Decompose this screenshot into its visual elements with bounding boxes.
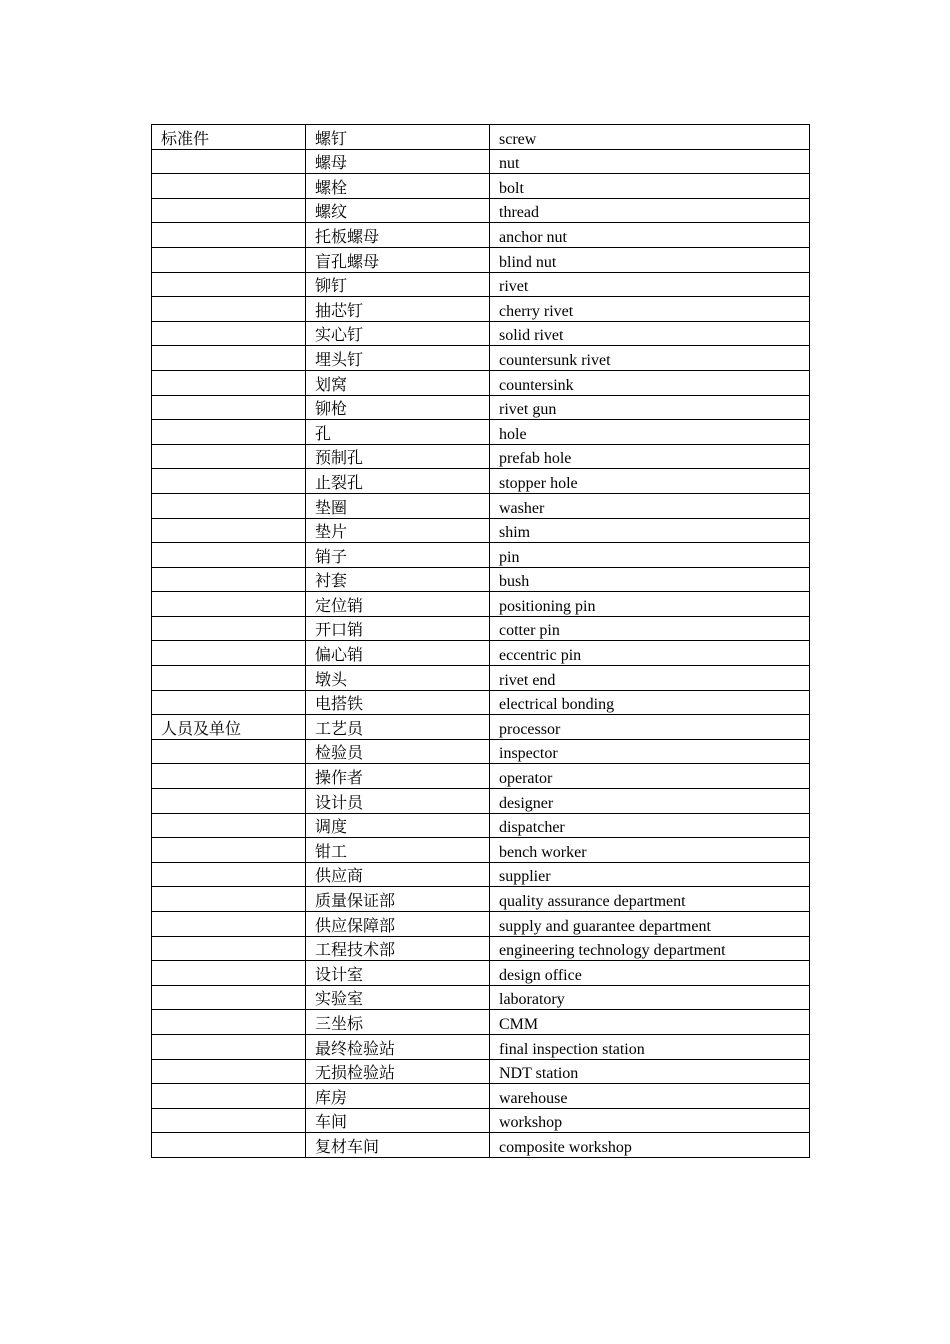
chinese-term-text: 抽芯钉 [315, 302, 364, 320]
category-cell [152, 715, 306, 740]
table-row [152, 321, 810, 346]
category-cell [152, 1034, 306, 1059]
chinese-term-text: 无损检验站 [315, 1065, 396, 1083]
table-row [152, 272, 810, 297]
english-term-text: design office [499, 966, 582, 984]
table-row [152, 1010, 810, 1035]
chinese-term-cell [306, 174, 490, 199]
chinese-term-text: 操作者 [315, 770, 364, 788]
english-term-text: nut [499, 155, 520, 173]
english-term-cell [490, 1034, 810, 1059]
category-cell [152, 813, 306, 838]
english-term-text: dispatcher [499, 819, 565, 837]
chinese-term-cell [306, 764, 490, 789]
chinese-term-cell [306, 198, 490, 223]
chinese-term-cell [306, 592, 490, 617]
english-term-cell [490, 395, 810, 420]
chinese-term-text: 螺栓 [315, 179, 348, 197]
category-cell [152, 862, 306, 887]
chinese-term-text: 止裂孔 [315, 474, 364, 492]
english-term-text: bolt [499, 179, 524, 197]
english-term-cell [490, 715, 810, 740]
english-term-text: blind nut [499, 253, 557, 271]
category-cell [152, 985, 306, 1010]
glossary-table-body [152, 125, 810, 1158]
table-row [152, 961, 810, 986]
chinese-term-text: 销子 [315, 548, 348, 566]
english-term-text: cherry rivet [499, 302, 574, 320]
chinese-term-text: 工程技术部 [315, 942, 396, 960]
chinese-term-text: 三坐标 [315, 1015, 364, 1033]
chinese-term-cell [306, 321, 490, 346]
category-cell [152, 543, 306, 568]
english-term-cell [490, 346, 810, 371]
chinese-term-text: 检验员 [315, 745, 364, 763]
chinese-term-cell [306, 1133, 490, 1158]
table-row [152, 936, 810, 961]
chinese-term-text: 托板螺母 [315, 228, 380, 246]
category-cell [152, 297, 306, 322]
category-cell [152, 1010, 306, 1035]
category-cell [152, 420, 306, 445]
chinese-term-cell [306, 887, 490, 912]
table-row [152, 198, 810, 223]
category-cell [152, 616, 306, 641]
table-row [152, 469, 810, 494]
table-row [152, 641, 810, 666]
table-row [152, 567, 810, 592]
chinese-term-cell [306, 961, 490, 986]
chinese-term-text: 车间 [315, 1114, 348, 1132]
glossary-table [151, 124, 810, 1158]
table-row [152, 247, 810, 272]
english-term-text: workshop [499, 1114, 563, 1132]
english-term-text: positioning pin [499, 597, 596, 615]
category-cell [152, 567, 306, 592]
english-term-cell [490, 912, 810, 937]
english-term-text: screw [499, 130, 537, 148]
english-term-cell [490, 567, 810, 592]
english-term-cell [490, 444, 810, 469]
english-term-text: bench worker [499, 843, 587, 861]
category-cell [152, 149, 306, 174]
chinese-term-text: 供应商 [315, 868, 364, 886]
english-term-text: laboratory [499, 991, 565, 1009]
chinese-term-text: 设计员 [315, 794, 364, 812]
table-row [152, 174, 810, 199]
english-term-cell [490, 1133, 810, 1158]
chinese-term-cell [306, 1084, 490, 1109]
english-term-cell [490, 1059, 810, 1084]
english-term-cell [490, 936, 810, 961]
english-term-text: pin [499, 548, 520, 566]
table-row [152, 887, 810, 912]
english-term-cell [490, 198, 810, 223]
english-term-text: warehouse [499, 1089, 568, 1107]
chinese-term-cell [306, 420, 490, 445]
english-term-text: stopper hole [499, 474, 578, 492]
table-row [152, 592, 810, 617]
english-term-text: engineering technology department [499, 942, 726, 960]
table-row [152, 297, 810, 322]
chinese-term-text: 供应保障部 [315, 917, 396, 935]
chinese-term-text: 螺纹 [315, 204, 348, 222]
english-term-cell [490, 247, 810, 272]
table-row [152, 518, 810, 543]
english-term-cell [490, 739, 810, 764]
english-term-cell [490, 321, 810, 346]
chinese-term-cell [306, 272, 490, 297]
chinese-term-text: 螺母 [315, 155, 348, 173]
chinese-term-cell [306, 813, 490, 838]
chinese-term-cell [306, 838, 490, 863]
english-term-text: designer [499, 794, 554, 812]
english-term-cell [490, 543, 810, 568]
category-cell [152, 961, 306, 986]
chinese-term-cell [306, 1010, 490, 1035]
category-cell [152, 125, 306, 150]
chinese-term-cell [306, 1059, 490, 1084]
chinese-term-text: 实心钉 [315, 327, 364, 345]
category-cell [152, 838, 306, 863]
category-cell [152, 444, 306, 469]
english-term-text: prefab hole [499, 450, 572, 468]
chinese-term-text: 复材车间 [315, 1138, 380, 1156]
category-cell [152, 518, 306, 543]
english-term-cell [490, 764, 810, 789]
table-row [152, 1133, 810, 1158]
chinese-term-text: 垫圈 [315, 499, 348, 517]
category-cell [152, 1059, 306, 1084]
table-row [152, 346, 810, 371]
table-row [152, 666, 810, 691]
english-term-text: processor [499, 720, 561, 738]
table-row [152, 789, 810, 814]
chinese-term-cell [306, 690, 490, 715]
chinese-term-cell [306, 616, 490, 641]
category-cell [152, 223, 306, 248]
chinese-term-cell [306, 543, 490, 568]
english-term-text: cotter pin [499, 622, 560, 640]
english-term-cell [490, 690, 810, 715]
chinese-term-cell [306, 739, 490, 764]
table-row [152, 1108, 810, 1133]
chinese-term-text: 划窝 [315, 376, 348, 394]
category-cell [152, 1133, 306, 1158]
table-row [152, 493, 810, 518]
english-term-cell [490, 813, 810, 838]
category-cell [152, 641, 306, 666]
category-cell [152, 321, 306, 346]
chinese-term-text: 盲孔螺母 [315, 253, 380, 271]
chinese-term-cell [306, 789, 490, 814]
chinese-term-text: 设计室 [315, 966, 364, 984]
table-row [152, 395, 810, 420]
chinese-term-cell [306, 223, 490, 248]
english-term-text: quality assurance department [499, 893, 686, 910]
english-term-text: rivet [499, 278, 529, 296]
english-term-cell [490, 174, 810, 199]
english-term-text: NDT station [499, 1065, 579, 1083]
chinese-term-cell [306, 936, 490, 961]
category-cell [152, 739, 306, 764]
english-term-cell [490, 223, 810, 248]
category-text: 标准件 [161, 130, 210, 148]
chinese-term-text: 最终检验站 [315, 1040, 396, 1058]
english-term-text: composite workshop [499, 1138, 632, 1156]
table-row [152, 739, 810, 764]
category-cell [152, 1084, 306, 1109]
chinese-term-text: 预制孔 [315, 450, 364, 468]
english-term-cell [490, 297, 810, 322]
category-cell [152, 247, 306, 272]
table-row [152, 1059, 810, 1084]
chinese-term-cell [306, 567, 490, 592]
table-row [152, 149, 810, 174]
chinese-term-cell [306, 641, 490, 666]
english-term-cell [490, 370, 810, 395]
table-row [152, 838, 810, 863]
chinese-term-text: 衬套 [315, 573, 348, 591]
chinese-term-cell [306, 1034, 490, 1059]
chinese-term-text: 铆枪 [315, 401, 348, 419]
chinese-term-cell [306, 912, 490, 937]
chinese-term-text: 偏心销 [315, 647, 364, 665]
english-term-cell [490, 272, 810, 297]
english-term-text: final inspection station [499, 1040, 645, 1058]
chinese-term-text: 定位销 [315, 597, 364, 615]
category-cell [152, 666, 306, 691]
english-term-cell [490, 149, 810, 174]
chinese-term-text: 垫片 [315, 524, 348, 542]
english-term-text: anchor nut [499, 228, 567, 246]
category-cell [152, 346, 306, 371]
chinese-term-text: 墩头 [315, 671, 348, 689]
chinese-term-cell [306, 125, 490, 150]
english-term-text: rivet gun [499, 401, 557, 419]
chinese-term-cell [306, 444, 490, 469]
category-cell [152, 690, 306, 715]
chinese-term-cell [306, 1108, 490, 1133]
table-row [152, 690, 810, 715]
table-row [152, 764, 810, 789]
table-row [152, 1034, 810, 1059]
english-term-text: supplier [499, 868, 551, 886]
english-term-text: operator [499, 770, 553, 788]
table-row [152, 862, 810, 887]
chinese-term-text: 实验室 [315, 991, 364, 1009]
chinese-term-text: 螺钉 [315, 130, 348, 148]
table-row [152, 1084, 810, 1109]
category-cell [152, 469, 306, 494]
english-term-cell [490, 1108, 810, 1133]
english-term-text: hole [499, 425, 527, 443]
chinese-term-cell [306, 247, 490, 272]
chinese-term-cell [306, 518, 490, 543]
chinese-term-text: 钳工 [315, 843, 348, 861]
category-cell [152, 789, 306, 814]
chinese-term-cell [306, 297, 490, 322]
category-cell [152, 395, 306, 420]
english-term-cell [490, 469, 810, 494]
english-term-cell [490, 518, 810, 543]
english-term-text: countersunk rivet [499, 351, 611, 369]
english-term-text: shim [499, 524, 531, 542]
chinese-term-cell [306, 346, 490, 371]
chinese-term-text: 库房 [315, 1089, 348, 1107]
english-term-cell [490, 666, 810, 691]
table-row [152, 223, 810, 248]
english-term-cell [490, 1084, 810, 1109]
english-term-text: CMM [499, 1015, 539, 1033]
chinese-term-cell [306, 395, 490, 420]
chinese-term-cell [306, 469, 490, 494]
chinese-term-cell [306, 493, 490, 518]
english-term-cell [490, 125, 810, 150]
table-row [152, 125, 810, 150]
category-cell [152, 174, 306, 199]
category-cell [152, 936, 306, 961]
english-term-text: eccentric pin [499, 647, 582, 665]
category-cell [152, 493, 306, 518]
english-term-cell [490, 592, 810, 617]
category-cell [152, 912, 306, 937]
table-row [152, 813, 810, 838]
english-term-cell [490, 493, 810, 518]
category-cell [152, 764, 306, 789]
english-term-text: electrical bonding [499, 696, 615, 714]
english-term-text: countersink [499, 376, 574, 394]
chinese-term-text: 开口销 [315, 622, 364, 640]
english-term-text: bush [499, 573, 530, 591]
english-term-cell [490, 838, 810, 863]
table-row [152, 912, 810, 937]
english-term-cell [490, 1010, 810, 1035]
chinese-term-cell [306, 715, 490, 740]
category-cell [152, 198, 306, 223]
english-term-text: washer [499, 499, 545, 517]
table-row [152, 715, 810, 740]
chinese-term-cell [306, 862, 490, 887]
english-term-cell [490, 420, 810, 445]
english-term-text: inspector [499, 745, 558, 763]
table-row [152, 616, 810, 641]
chinese-term-text: 孔 [315, 425, 332, 443]
english-term-cell [490, 961, 810, 986]
table-row [152, 985, 810, 1010]
category-cell [152, 370, 306, 395]
chinese-term-text: 调度 [315, 819, 348, 837]
chinese-term-cell [306, 370, 490, 395]
chinese-term-cell [306, 666, 490, 691]
english-term-cell [490, 616, 810, 641]
english-term-cell [490, 887, 810, 912]
english-term-cell [490, 985, 810, 1010]
table-row [152, 420, 810, 445]
english-term-cell [490, 641, 810, 666]
chinese-term-text: 质量保证部 [315, 893, 396, 910]
table-row [152, 444, 810, 469]
english-term-text: rivet end [499, 671, 556, 689]
category-cell [152, 1108, 306, 1133]
table-row [152, 370, 810, 395]
english-term-text: solid rivet [499, 327, 564, 345]
category-cell [152, 592, 306, 617]
english-term-cell [490, 862, 810, 887]
table-row [152, 543, 810, 568]
category-cell [152, 272, 306, 297]
english-term-cell [490, 789, 810, 814]
chinese-term-text: 电搭铁 [315, 696, 364, 714]
chinese-term-text: 工艺员 [315, 720, 364, 738]
english-term-text: thread [499, 204, 539, 222]
chinese-term-text: 铆钉 [315, 278, 348, 296]
category-text: 人员及单位 [161, 720, 242, 738]
chinese-term-text: 埋头钉 [315, 351, 364, 369]
chinese-term-cell [306, 985, 490, 1010]
category-cell [152, 887, 306, 912]
chinese-term-cell [306, 149, 490, 174]
english-term-text: supply and guarantee department [499, 917, 711, 935]
